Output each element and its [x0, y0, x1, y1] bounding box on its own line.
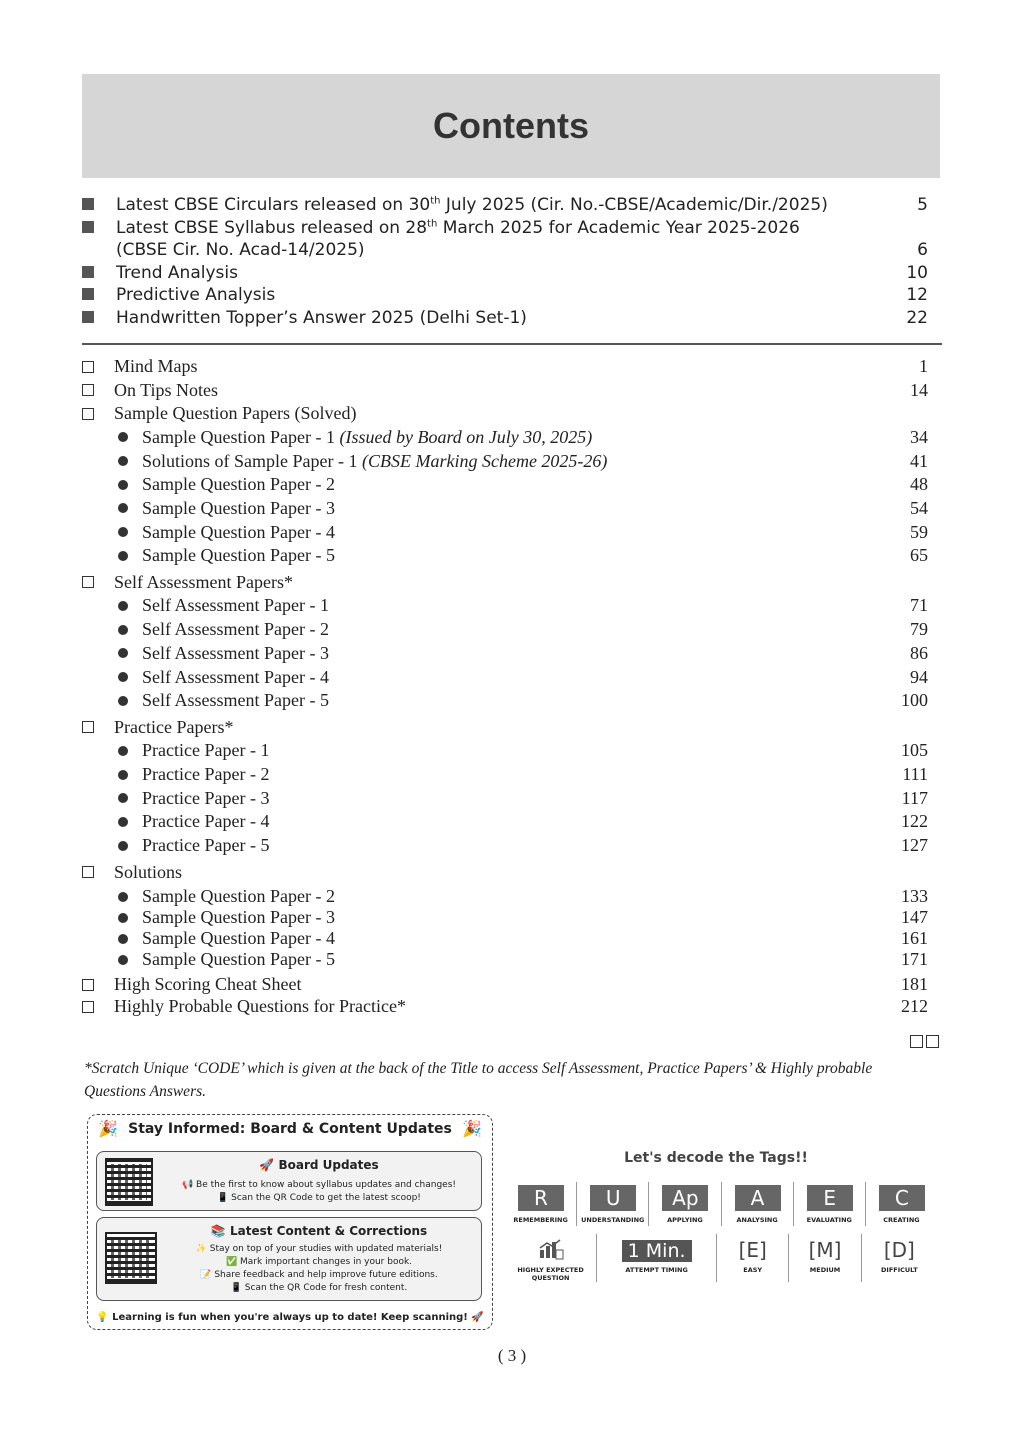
toc-entry[interactable]: On Tips Notes 14	[82, 379, 928, 403]
toc-subentry[interactable]: Practice Paper - 1 105	[82, 739, 928, 763]
checkbox-bullet-icon	[82, 408, 94, 420]
updates-box	[87, 1114, 493, 1330]
lightbulb-icon: 💡	[96, 1312, 113, 1323]
dot-bullet-icon	[118, 551, 128, 561]
main-list	[82, 355, 928, 1017]
toc-subentry[interactable]: Sample Question Paper - 3 147	[82, 907, 928, 928]
dot-bullet-icon	[118, 955, 128, 965]
toc-entry[interactable]: Mind Maps 1	[82, 355, 928, 379]
phone-icon: 📱	[217, 1193, 232, 1203]
dot-bullet-icon	[118, 934, 128, 944]
phone-icon: 📱	[230, 1283, 245, 1293]
tag-easy: [E] EASY	[717, 1234, 789, 1282]
card-line: ✨ Stay on top of your studies with updated materials!	[195, 1244, 443, 1254]
toc-entry[interactable]: Latest CBSE Circulars released on 30th July 2025 (Cir. No.-CBSE/Academic/Dir./2025) 5	[82, 194, 928, 217]
checkbox-bullet-icon	[82, 384, 94, 396]
dot-bullet-icon	[118, 527, 128, 537]
page-number-footer: ( 3 )	[497, 1346, 527, 1365]
toc-subentry[interactable]: Sample Question Paper - 2 133	[82, 886, 928, 907]
checkbox-bullet-icon	[82, 866, 94, 878]
tag-highly-expected: HIGHLY EXPECTED QUESTION	[505, 1234, 597, 1282]
dot-bullet-icon	[118, 770, 128, 780]
checkbox-bullet-icon	[82, 721, 94, 733]
tag-evaluating: E EVALUATING	[794, 1182, 866, 1226]
toc-subentry[interactable]: Sample Question Paper - 4 59	[82, 520, 928, 544]
dot-bullet-icon	[118, 648, 128, 658]
toc-subentry[interactable]: Sample Question Paper - 2 48	[82, 473, 928, 497]
checkbox-bullet-icon	[82, 1001, 94, 1013]
page-number: 6	[917, 240, 928, 260]
tag-medium: [M] MEDIUM	[789, 1234, 861, 1282]
divider	[82, 343, 942, 345]
contents-banner	[82, 74, 940, 178]
square-bullet-icon	[82, 221, 94, 233]
dot-bullet-icon	[118, 625, 128, 635]
page-number: 10	[906, 262, 928, 283]
sparkles-icon: ✨	[195, 1244, 210, 1254]
card-line: 📝 Share feedback and help improve future editions.	[200, 1270, 438, 1280]
tag-difficult: [D] DIFFICULT	[881, 1238, 918, 1274]
dot-bullet-icon	[118, 672, 128, 682]
top-list	[82, 194, 928, 329]
dot-bullet-icon	[118, 456, 128, 466]
toc-entry[interactable]: High Scoring Cheat Sheet 181	[82, 973, 928, 997]
qr-code-icon[interactable]	[105, 1232, 157, 1284]
toc-entry[interactable]: Latest CBSE Syllabus released on 28th March 2025 for Academic Year 2025-2026 (CBSE Cir. No. Acad-14/2025) 6	[82, 217, 928, 262]
card-line: 📱 Scan the QR Code for fresh content.	[230, 1283, 408, 1293]
dot-bullet-icon	[118, 432, 128, 442]
dot-bullet-icon	[118, 793, 128, 803]
square-bullet-icon	[82, 198, 94, 210]
toc-entry[interactable]: Trend Analysis 10	[82, 262, 928, 285]
card-line: 📢 Be the first to know about syllabus updates and changes!	[181, 1180, 457, 1190]
dot-bullet-icon	[118, 746, 128, 756]
toc-subentry[interactable]: Sample Question Paper - 3 54	[82, 497, 928, 521]
check-icon: ✅	[225, 1257, 241, 1267]
tag-attempt-timing: 1 Min. ATTEMPT TIMING	[597, 1234, 717, 1282]
toc-section[interactable]: Practice Papers*	[82, 716, 928, 740]
qr-code-icon[interactable]	[105, 1158, 153, 1206]
tag-understanding: U UNDERSTANDING	[577, 1182, 649, 1226]
toc-entry[interactable]: Predictive Analysis 12	[82, 284, 928, 307]
toc-subentry[interactable]: Self Assessment Paper - 1 71	[82, 594, 928, 618]
toc-section[interactable]: Sample Question Papers (Solved)	[82, 402, 928, 426]
toc-subentry[interactable]: Practice Paper - 3 117	[82, 786, 928, 810]
party-popper-icon: 🎉	[462, 1119, 482, 1138]
toc-section[interactable]: Solutions	[82, 861, 928, 885]
dot-bullet-icon	[118, 913, 128, 923]
tags-legend	[505, 1150, 937, 1282]
toc-section[interactable]: Self Assessment Papers*	[82, 571, 928, 595]
dot-bullet-icon	[118, 503, 128, 513]
page-title: Contents	[433, 105, 589, 146]
page-number: 22	[906, 307, 928, 328]
dot-bullet-icon	[118, 480, 128, 490]
card-line: 📱 Scan the QR Code to get the latest scoop!	[217, 1193, 421, 1203]
updates-footer: 💡 Learning is fun when you're always up to date! Keep scanning! 🚀	[96, 1312, 484, 1323]
checkbox-bullet-icon	[82, 576, 94, 588]
difficulty-tags	[505, 1234, 937, 1282]
box-icon	[910, 1035, 923, 1048]
toc-subentry[interactable]: Sample Question Paper - 4 161	[82, 928, 928, 949]
party-popper-icon: 🎉	[98, 1119, 118, 1138]
card-title: 🚀 Board Updates	[259, 1158, 379, 1172]
dot-bullet-icon	[118, 696, 128, 706]
toc-subentry[interactable]: Self Assessment Paper - 3 86	[82, 642, 928, 666]
card-line: ✅ Mark important changes in your book.	[225, 1257, 413, 1267]
toc-subentry[interactable]: Self Assessment Paper - 2 79	[82, 618, 928, 642]
memo-icon: 📝	[200, 1270, 215, 1280]
megaphone-icon: 📢	[181, 1180, 197, 1190]
end-mark	[910, 1035, 939, 1048]
updates-title: Stay Informed: Board & Content Updates	[128, 1121, 452, 1137]
dot-bullet-icon	[118, 841, 128, 851]
toc-subentry[interactable]: Practice Paper - 4 122	[82, 810, 928, 834]
toc-entry[interactable]: Highly Probable Questions for Practice* 212	[82, 997, 928, 1017]
checkbox-bullet-icon	[82, 979, 94, 991]
rocket-icon: 🚀	[467, 1312, 484, 1323]
toc-subentry[interactable]: Sample Question Paper - 5 65	[82, 544, 928, 568]
tags-title: Let's decode the Tags!!	[624, 1150, 808, 1166]
box-icon	[926, 1035, 939, 1048]
cognitive-tags	[505, 1182, 937, 1226]
square-bullet-icon	[82, 266, 94, 278]
toc-subentry[interactable]: Solutions of Sample Paper - 1 (CBSE Marking Scheme 2025-26) 41	[82, 449, 928, 473]
square-bullet-icon	[82, 288, 94, 300]
toc-subentry[interactable]: Practice Paper - 2 111	[82, 763, 928, 787]
page-number: 5	[917, 195, 928, 215]
dot-bullet-icon	[118, 817, 128, 827]
bar-chart-icon	[505, 1238, 596, 1265]
toc-subentry[interactable]: Self Assessment Paper - 4 94	[82, 665, 928, 689]
toc-subentry[interactable]: Practice Paper - 5 127	[82, 834, 928, 858]
rocket-icon: 🚀	[259, 1158, 279, 1172]
checkbox-bullet-icon	[82, 361, 94, 373]
dot-bullet-icon	[118, 892, 128, 902]
content-corrections-card[interactable]	[96, 1217, 482, 1301]
square-bullet-icon	[82, 311, 94, 323]
footnote: *Scratch Unique ‘CODE’ which is given at the back of the Title to access Self Assessment, Practice Papers’ & Highly probable Questions Answers.	[84, 1060, 873, 1100]
tag-remembering: R REMEMBERING	[505, 1182, 577, 1226]
board-updates-card[interactable]	[96, 1151, 482, 1211]
tag-analysing: A ANALYSING	[722, 1182, 794, 1226]
tag-applying: Ap APPLYING	[649, 1182, 721, 1226]
dot-bullet-icon	[118, 601, 128, 611]
card-title: 📚 Latest Content & Corrections	[210, 1224, 428, 1238]
page-number: 12	[906, 285, 928, 305]
books-icon: 📚	[210, 1224, 230, 1238]
toc-subentry[interactable]: Sample Question Paper - 5 171	[82, 949, 928, 970]
tag-creating: C CREATING	[866, 1182, 937, 1226]
toc-subentry[interactable]: Sample Question Paper - 1 (Issued by Board on July 30, 2025) 34	[82, 426, 928, 450]
toc-subentry[interactable]: Self Assessment Paper - 5 100	[82, 689, 928, 713]
toc-entry[interactable]: Handwritten Topper’s Answer 2025 (Delhi Set-1) 22	[82, 307, 928, 330]
